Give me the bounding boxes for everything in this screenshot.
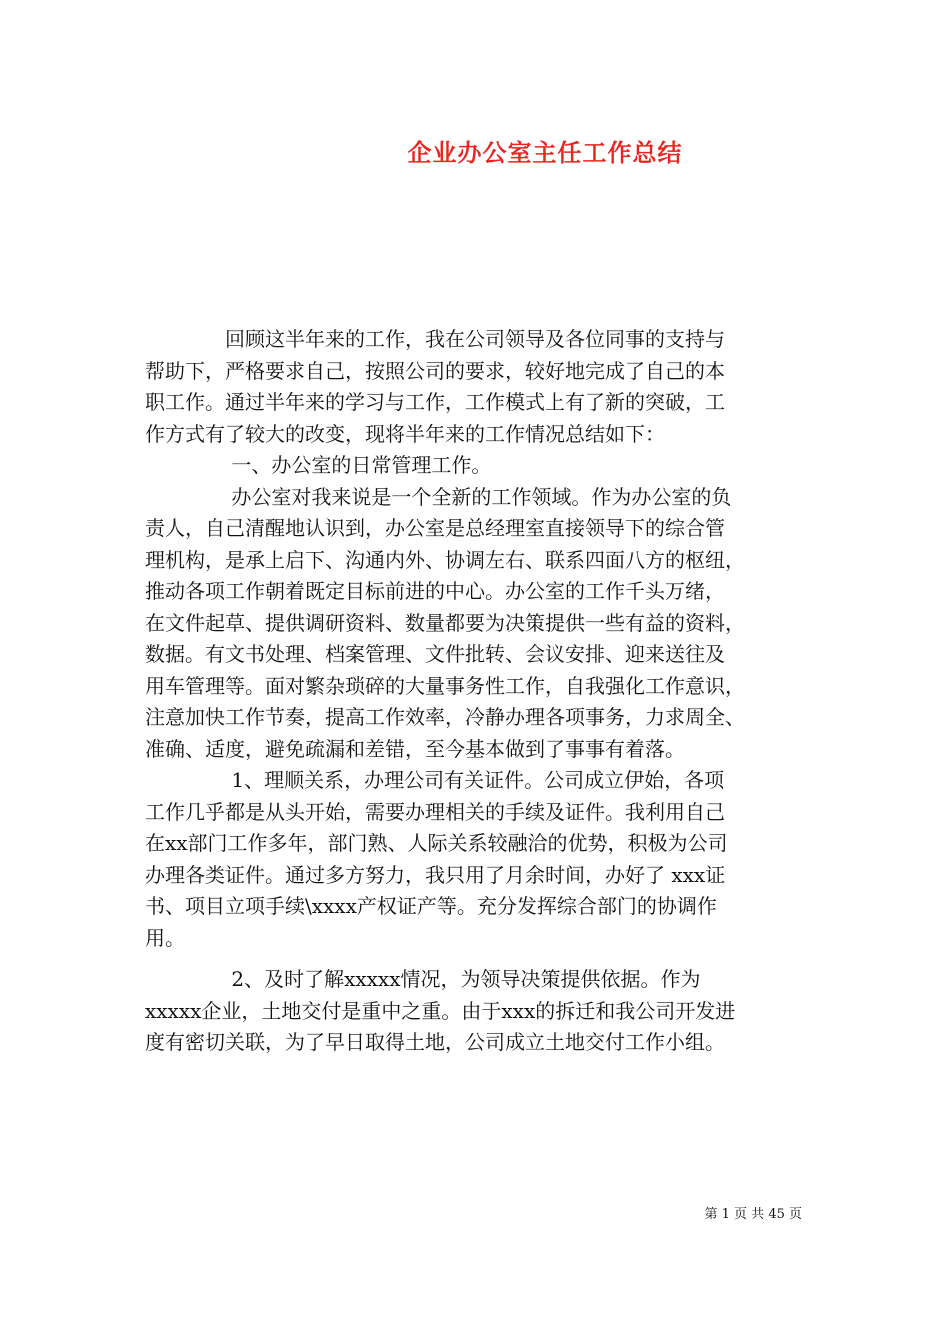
text-line: 书、项目立项手续\xxxx产权证产等。充分发挥综合部门的协调作 (145, 894, 717, 918)
text-line: 职工作。通过半年来的学习与工作，工作模式上有了新的突破，工 (145, 390, 725, 414)
text-line: 工作几乎都是从头开始，需要办理相关的手续及证件。我利用自己 (145, 799, 725, 824)
section-heading: 一、办公室的日常管理工作。 (145, 453, 492, 477)
text-line: 作方式有了较大的改变，现将半年来的工作情况总结如下： (145, 421, 665, 446)
text-line: 在xx部门工作多年，部门熟、人际关系较融洽的优势，积极为公司 (145, 831, 728, 855)
paragraph-gap (145, 954, 815, 964)
text-line: 2、及时了解xxxxx情况，为领导决策提供依据。作为 (145, 967, 701, 991)
text-line: 数据。有文书处理、档案管理、文件批转、会议安排、迎来送往及 (145, 642, 725, 666)
text-line: 注意加快工作节奏，提高工作效率，冷静办理各项事务，力求周全、 (145, 705, 745, 729)
text-line: 1、理顺关系，办理公司有关证件。公司成立伊始，各项 (145, 768, 725, 792)
text-line: 理机构，是承上启下、沟通内外、协调左右、联系四面八方的枢纽， (145, 547, 745, 572)
text-line: xxxxx企业，土地交付是重中之重。由于xxx的拆迁和我公司开发进 (145, 998, 736, 1023)
text-line: 用。 (145, 925, 185, 950)
text-line: 责人，自己清醒地认识到，办公室是总经理室直接领导下的综合管 (145, 516, 725, 540)
text-line: 回顾这半年来的工作，我在公司领导及各位同事的支持与 (145, 327, 725, 351)
document-title: 企业办公室主任工作总结 (407, 138, 683, 167)
document-body (145, 324, 815, 1059)
text-line: 在文件起草、提供调研资料、数量都要为决策提供一些有益的资料， (145, 610, 745, 635)
page-number-footer: 第 1 页 共 45 页 (704, 1207, 802, 1222)
text-line: 用车管理等。面对繁杂琐碎的大量事务性工作，自我强化工作意识， (145, 673, 745, 698)
text-line: 推动各项工作朝着既定目标前进的中心。办公室的工作千头万绪， (145, 579, 725, 603)
text-line: 准确、适度，避免疏漏和差错，至今基本做到了事事有着落。 (145, 736, 685, 761)
text-line: 帮助下，严格要求自己，按照公司的要求，较好地完成了自己的本 (145, 358, 725, 383)
text-line: 办公室对我来说是一个全新的工作领域。作为办公室的负 (145, 484, 732, 509)
text-line: 办理各类证件。通过多方努力，我只用了月余时间，办好了 xxx证 (145, 862, 726, 887)
text-line: 度有密切关联，为了早日取得土地，公司成立土地交付工作小组。 (145, 1030, 725, 1054)
